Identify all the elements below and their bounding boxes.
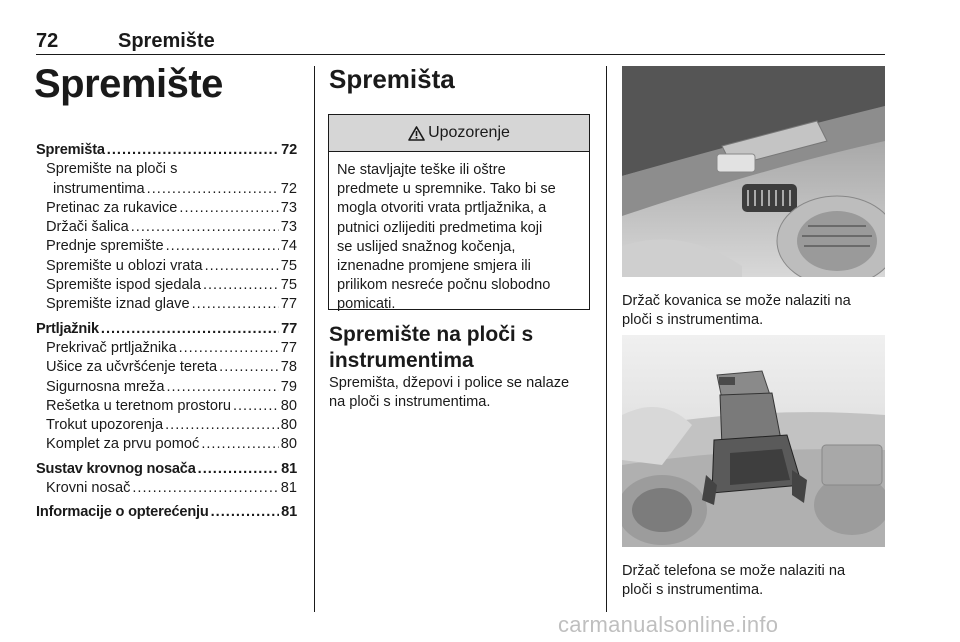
toc-leader-dots [132, 480, 278, 496]
toc-label: Spremište u oblozi vrata [46, 257, 203, 274]
toc-leader-dots [107, 142, 279, 158]
column-divider-2 [606, 66, 607, 612]
toc-entry[interactable] [36, 321, 297, 340]
toc-page-number: 81 [281, 460, 297, 477]
caption-line: Držač kovanica se može nalaziti na [622, 293, 851, 309]
toc-page-number: 73 [280, 219, 297, 236]
toc-label: Prednje spremište [46, 238, 164, 255]
toc-entry[interactable] [36, 504, 297, 523]
column-divider-1 [314, 66, 315, 612]
toc-leader-dots [179, 200, 278, 216]
warning-header [329, 115, 589, 152]
figure-caption [622, 292, 885, 330]
caption-line: ploči s instrumentima. [622, 582, 764, 598]
caption-line: ploči s instrumentima. [622, 312, 764, 328]
toc-entry[interactable] [36, 379, 297, 398]
toc-entry[interactable] [36, 340, 297, 359]
running-title: Spremište [118, 30, 215, 52]
toc-entry[interactable] [36, 181, 297, 200]
toc-page-number: 81 [280, 480, 297, 497]
page-number: 72 [36, 30, 59, 52]
toc-leader-dots [192, 296, 279, 312]
toc-label: Rešetka u teretnom prostoru [46, 397, 231, 414]
toc-page-number: 75 [280, 257, 297, 274]
toc-page-number: 77 [280, 339, 297, 356]
warning-line: mogla otvoriti vrata prtljažnika, a [337, 200, 547, 217]
footer-watermark[interactable]: carmanualsonline.info [558, 612, 779, 637]
toc-label: Krovni nosač [46, 480, 131, 497]
warning-line: predmete u spremnike. Tako bi se [337, 181, 556, 198]
toc-label: Prekrivač prtljažnika [46, 339, 177, 356]
warning-heading: Upozorenje [428, 124, 510, 141]
toc-entry[interactable] [36, 219, 297, 238]
toc-leader-dots [166, 379, 278, 395]
figure-caption [622, 562, 885, 600]
warning-line: iznenadne promjene smjera ili [337, 258, 531, 275]
toc-entry[interactable] [36, 436, 297, 455]
body-line: Spremišta, džepovi i police se nalaze [329, 375, 570, 391]
section-title: Spremišta [329, 64, 455, 94]
warning-line: Ne stavljajte teške ili oštre [337, 162, 506, 178]
toc-label: Prtljažnik [36, 320, 99, 337]
toc-label: Trokut upozorenja [46, 417, 164, 434]
toc-leader-dots [203, 277, 279, 293]
toc-label: instrumentima [53, 180, 145, 197]
toc-leader-dots [205, 258, 279, 274]
toc-entry[interactable] [36, 480, 297, 499]
toc-entry[interactable] [36, 258, 297, 277]
toc-page-number: 72 [281, 142, 297, 158]
toc-leader-dots [101, 321, 279, 337]
toc-label: Spremište ispod sjedala [46, 277, 201, 294]
toc-leader-dots [165, 417, 279, 433]
toc-page-number: 81 [281, 504, 297, 521]
subsection-title-line: Spremište na ploči s [329, 323, 534, 346]
toc-page-number: 80 [280, 436, 297, 453]
toc-entry[interactable] [36, 398, 297, 417]
warning-line: putnici ozlijediti predmetima koji [337, 219, 543, 236]
toc-page-number: 80 [280, 397, 297, 414]
toc-entry[interactable] [36, 277, 297, 296]
toc-entry[interactable] [36, 417, 297, 436]
toc-label: Informacije o opterećenju [36, 504, 209, 521]
toc-label: Spremišta [36, 142, 105, 158]
toc-entry[interactable] [36, 161, 297, 180]
subsection-title [329, 322, 599, 374]
toc-entry[interactable] [36, 200, 297, 219]
coin-holder-photo [622, 66, 885, 277]
toc-label: Komplet za prvu pomoć [46, 436, 200, 453]
toc-label: Sustav krovnog nosača [36, 460, 196, 477]
toc-page-number: 74 [280, 238, 297, 255]
toc-leader-dots [211, 504, 280, 520]
toc-page-number: 77 [281, 320, 297, 337]
caption-line: Držač telefona se može nalaziti na [622, 563, 846, 579]
toc-label: Pretinac za rukavice [46, 199, 178, 216]
toc-label: Sigurnosna mreža [46, 378, 165, 395]
toc-leader-dots [219, 359, 279, 375]
toc-leader-dots [131, 219, 279, 235]
body-line: na ploči s instrumentima. [329, 394, 491, 410]
toc-label: Ušice za učvršćenje tereta [46, 359, 218, 376]
toc-page-number: 78 [280, 359, 297, 376]
toc-entry[interactable] [36, 296, 297, 315]
subsection-body [329, 374, 594, 412]
toc-page-number: 75 [280, 277, 297, 294]
page-title: Spremište [34, 62, 223, 106]
toc-leader-dots [147, 181, 279, 197]
toc-leader-dots [166, 238, 279, 254]
toc-label: Držači šalica [46, 219, 129, 236]
toc-leader-dots [201, 436, 278, 452]
warning-line: pomicati. [337, 296, 396, 313]
toc-page-number: 72 [280, 180, 297, 197]
toc-label: Spremište iznad glave [46, 296, 190, 313]
toc-entry[interactable] [36, 359, 297, 378]
toc-leader-dots [233, 398, 279, 414]
toc-page-number: 79 [280, 378, 297, 395]
toc-page-number: 77 [280, 296, 297, 313]
table-of-contents [36, 142, 297, 524]
warning-line: prilikom nesreće počnu slobodno [337, 277, 551, 294]
warning-text [329, 152, 589, 315]
warning-line: se uslijed snažnog kočenja, [337, 238, 516, 255]
warning-box [328, 114, 590, 313]
toc-entry[interactable] [36, 238, 297, 257]
toc-entry[interactable] [36, 461, 297, 480]
toc-label: Spremište na ploči s [46, 161, 178, 178]
toc-entry[interactable] [36, 142, 297, 161]
toc-page-number: 80 [280, 417, 297, 434]
toc-leader-dots [179, 340, 279, 356]
subsection-title-line: instrumentima [329, 349, 474, 372]
header-rule [36, 54, 885, 55]
warning-triangle-icon [408, 126, 425, 141]
toc-page-number: 73 [280, 199, 297, 216]
toc-leader-dots [198, 461, 280, 477]
phone-holder-photo [622, 335, 885, 547]
